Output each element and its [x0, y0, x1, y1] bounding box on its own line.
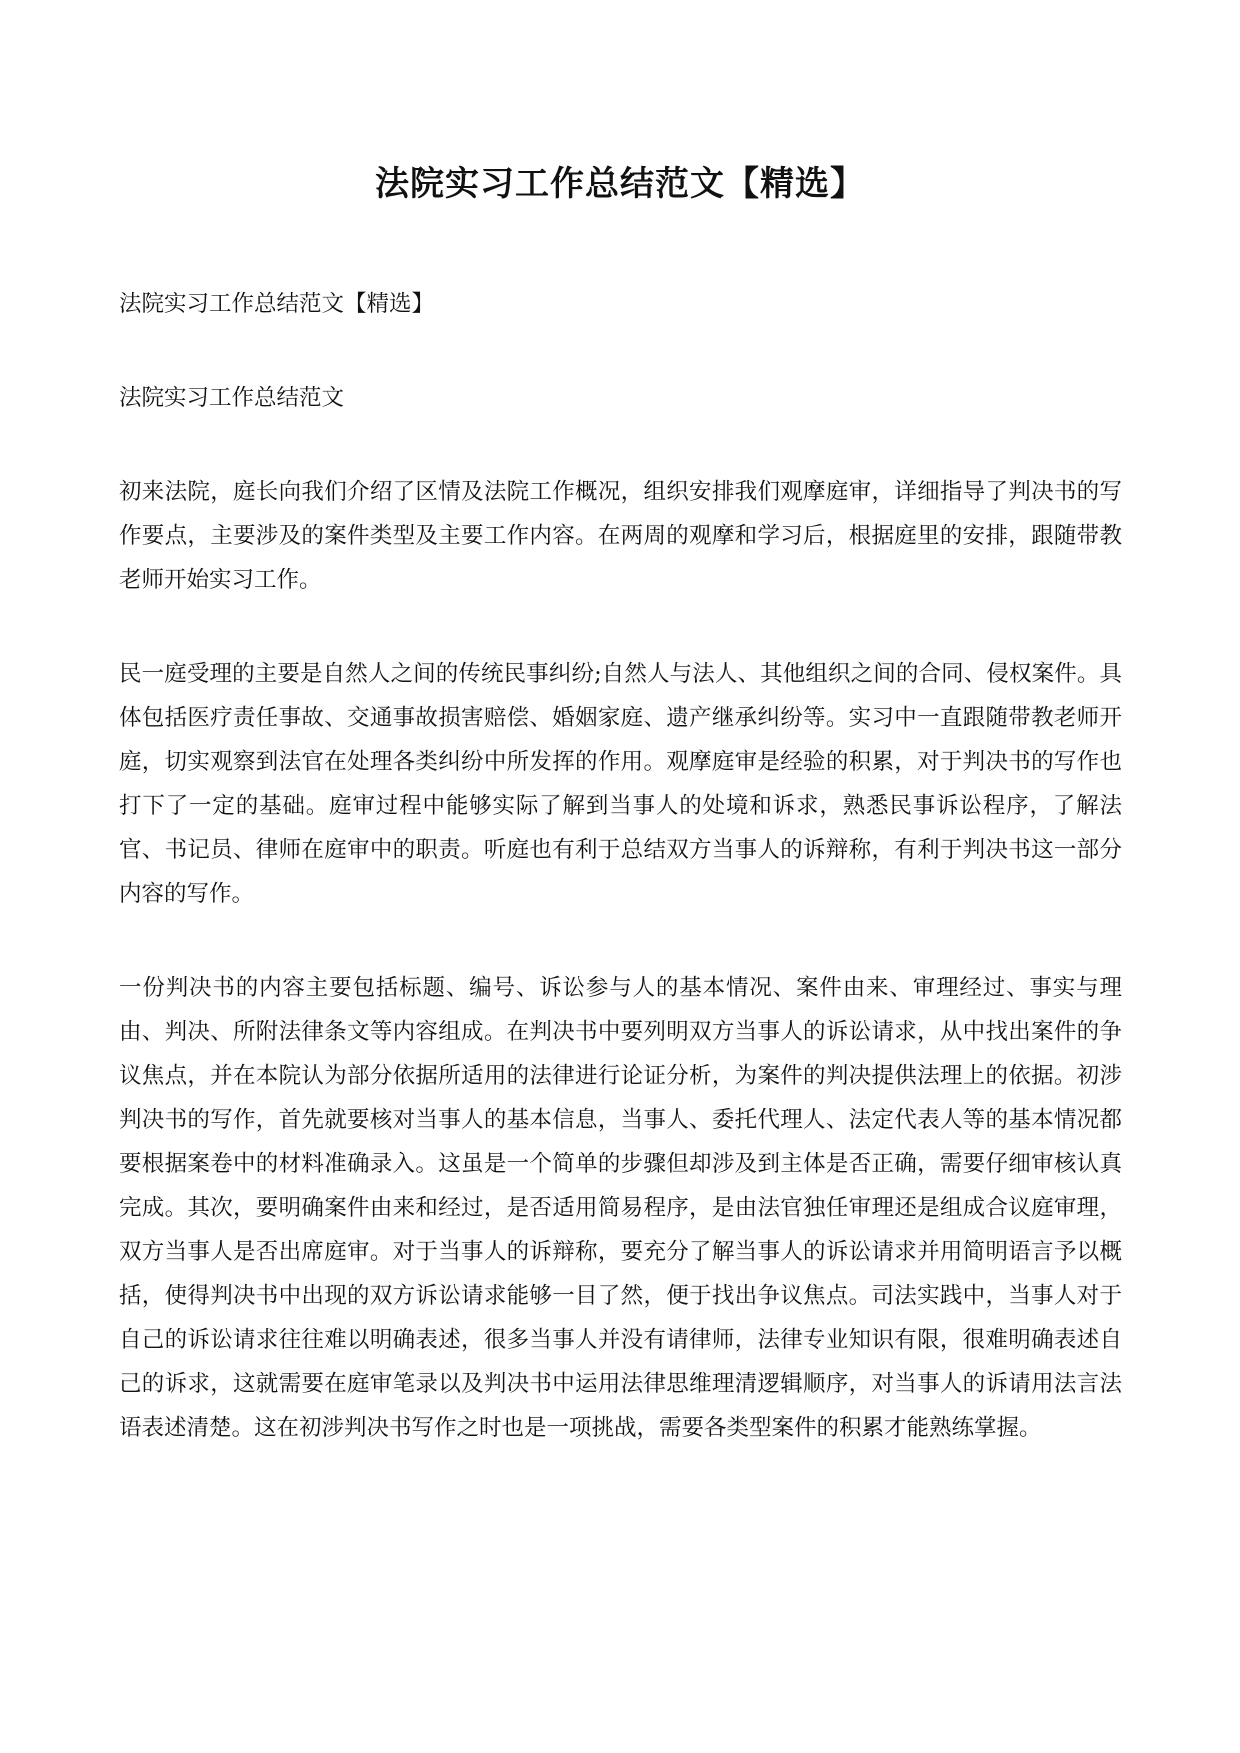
paragraph-judgment-writing: 一份判决书的内容主要包括标题、编号、诉讼参与人的基本情况、案件由来、审理经过、事实与理由、判决、所附法律条文等内容组成。在判决书中要列明双方当事人的诉讼请求，从中找出案件的争议焦点，并在本院认为部分依据所适用的法律进行论证分析，为案件的判决提供法理上的依据。初涉判决书的写作，首先就要核对当事人的基本信息，当事人、委托代理人、法定代表人等的基本情况都要根据案卷中的材料准确录入。这虽是一个简单的步骤但却涉及到主体是否正确，需要仔细审核认真完成。其次，要明确案件由来和经过，是否适用简易程序，是由法官独任审理还是组成合议庭审理，双方当事人是否出席庭审。对于当事人的诉辩称，要充分了解当事人的诉讼请求并用简明语言予以概括，使得判决书中出现的双方诉讼请求能够一目了然，便于找出争议焦点。司法实践中，当事人对于自己的诉讼请求往往难以明确表述，很多当事人并没有请律师，法律专业知识有限，很难明确表述自己的诉求，这就需要在庭审笔录以及判决书中运用法律思维理清逻辑顺序，对当事人的诉请用法言法语表述清楚。这在初涉判决书写作之时也是一项挑战，需要各类型案件的积累才能熟练掌握。: [119, 975, 1122, 1441]
document-title: 法院实习工作总结范文【精选】: [375, 164, 865, 204]
subtitle-short: 法院实习工作总结范文: [119, 385, 345, 411]
paragraph-civil-division: 民一庭受理的主要是自然人之间的传统民事纠纷;自然人与法人、其他组织之间的合同、侵权案件。具体包括医疗责任事故、交通事故损害赔偿、婚姻家庭、遗产继承纠纷等。实习中一直跟随带教老师开庭，切实观察到法官在处理各类纠纷中所发挥的作用。观摩庭审是经验的积累，对于判决书的写作也打下了一定的基础。庭审过程中能够实际了解到当事人的处境和诉求，熟悉民事诉讼程序，了解法官、书记员、律师在庭审中的职责。听庭也有利于总结双方当事人的诉辩称，有利于判决书这一部分内容的写作。: [119, 661, 1122, 907]
paragraph-intro: 初来法院，庭长向我们介绍了区情及法院工作概况，组织安排我们观摩庭审，详细指导了判决书的写作要点，主要涉及的案件类型及主要工作内容。在两周的观摩和学习后，根据庭里的安排，跟随带教老师开始实习工作。: [119, 479, 1122, 593]
subtitle-repeat: 法院实习工作总结范文【精选】: [119, 291, 435, 317]
document-body: [119, 282, 1122, 1450]
